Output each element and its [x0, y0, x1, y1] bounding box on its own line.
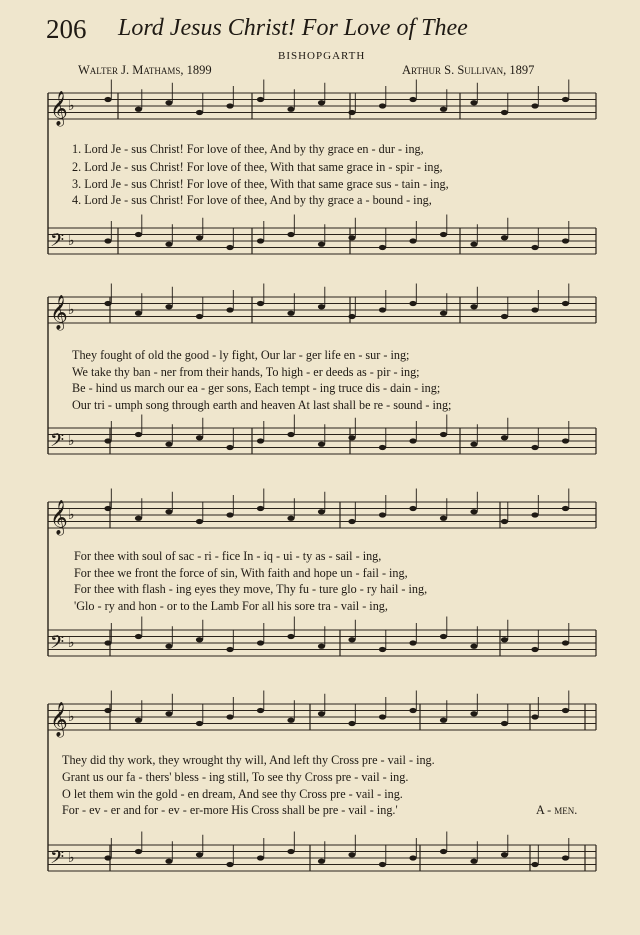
- note-head: [287, 432, 294, 437]
- note-head: [165, 304, 172, 309]
- note-head: [531, 103, 538, 108]
- key-signature-flat-icon: ♭: [68, 98, 75, 114]
- note-head: [257, 708, 264, 713]
- note-head: [135, 849, 142, 854]
- note-head: [196, 519, 203, 524]
- note-head: [104, 855, 111, 860]
- note-head: [409, 301, 416, 306]
- note-head: [257, 438, 264, 443]
- note-head: [257, 640, 264, 645]
- note-head: [135, 516, 142, 521]
- note-head: [226, 245, 233, 250]
- note-head: [531, 862, 538, 867]
- music-composer: Arthur S. Sullivan, 1897: [402, 63, 535, 77]
- note-head: [409, 238, 416, 243]
- note-head: [470, 859, 477, 864]
- note-head: [379, 647, 386, 652]
- treble-clef-icon: 𝄞: [50, 295, 68, 330]
- note-head: [348, 519, 355, 524]
- note-head: [470, 242, 477, 247]
- note-head: [348, 110, 355, 115]
- key-signature-flat-icon: ♭: [68, 709, 75, 725]
- note-head: [470, 304, 477, 309]
- note-head: [318, 100, 325, 105]
- note-head: [318, 442, 325, 447]
- note-head: [470, 711, 477, 716]
- note-head: [409, 97, 416, 102]
- note-head: [531, 714, 538, 719]
- lyric-line: They fought of old the good - ly fight, Our lar - ger life en - sur - ing;: [72, 348, 410, 362]
- note-head: [165, 711, 172, 716]
- note-head: [562, 97, 569, 102]
- note-head: [562, 708, 569, 713]
- note-head: [348, 314, 355, 319]
- lyric-line: O let them win the gold - en dream, And see thy Cross pre - vail - ing.: [62, 787, 403, 801]
- note-head: [104, 238, 111, 243]
- note-head: [318, 711, 325, 716]
- note-head: [531, 445, 538, 450]
- note-head: [104, 97, 111, 102]
- note-head: [226, 103, 233, 108]
- note-head: [531, 307, 538, 312]
- note-head: [257, 238, 264, 243]
- note-head: [440, 311, 447, 316]
- key-signature-flat-icon: ♭: [68, 507, 75, 523]
- note-head: [348, 852, 355, 857]
- lyric-line: For thee we front the force of sin, With faith and hope un - fail - ing,: [74, 566, 408, 580]
- note-head: [257, 97, 264, 102]
- note-head: [531, 647, 538, 652]
- note-head: [196, 721, 203, 726]
- note-head: [196, 435, 203, 440]
- note-head: [226, 307, 233, 312]
- note-head: [501, 519, 508, 524]
- note-head: [196, 314, 203, 319]
- note-head: [135, 432, 142, 437]
- note-head: [104, 640, 111, 645]
- note-head: [379, 445, 386, 450]
- hymn-number: 206: [46, 14, 87, 44]
- lyric-line: Be - hind us march our ea - ger sons, Each tempt - ing truce dis - dain - ing;: [72, 381, 441, 395]
- note-head: [135, 232, 142, 237]
- note-head: [226, 512, 233, 517]
- note-head: [501, 235, 508, 240]
- lyric-line: 3. Lord Je - sus Christ! For love of thee, With that same grace sus - tain - ing,: [72, 177, 449, 191]
- note-head: [562, 301, 569, 306]
- note-head: [318, 859, 325, 864]
- note-head: [562, 438, 569, 443]
- note-head: [104, 438, 111, 443]
- note-head: [257, 301, 264, 306]
- note-head: [440, 232, 447, 237]
- note-head: [135, 718, 142, 723]
- note-head: [196, 852, 203, 857]
- lyric-line: They did thy work, they wrought thy will, And left thy Cross pre - vail - ing.: [62, 753, 435, 767]
- note-head: [379, 103, 386, 108]
- note-head: [165, 859, 172, 864]
- note-head: [440, 432, 447, 437]
- note-head: [226, 647, 233, 652]
- note-head: [440, 516, 447, 521]
- lyric-line: For - ev - er and for - ev - er-more His Cross shall be pre - vail - ing.': [62, 803, 398, 817]
- note-head: [409, 438, 416, 443]
- note-head: [104, 506, 111, 511]
- note-head: [348, 235, 355, 240]
- note-head: [318, 509, 325, 514]
- note-head: [135, 634, 142, 639]
- bass-clef-icon: 𝄢: [50, 632, 65, 658]
- note-head: [257, 506, 264, 511]
- note-head: [562, 640, 569, 645]
- lyric-line: 4. Lord Je - sus Christ! For love of thee, And by thy grace a - bound - ing,: [72, 193, 432, 207]
- note-head: [440, 634, 447, 639]
- note-head: [287, 107, 294, 112]
- note-head: [501, 852, 508, 857]
- note-head: [287, 311, 294, 316]
- lyric-line: For thee with flash - ing eyes they move, Thy fu - ture glo - ry hail - ing,: [74, 582, 428, 596]
- note-head: [379, 714, 386, 719]
- bass-clef-icon: 𝄢: [50, 430, 65, 456]
- text-author: Walter J. Mathams, 1899: [78, 63, 212, 77]
- note-head: [135, 311, 142, 316]
- note-head: [501, 721, 508, 726]
- treble-clef-icon: 𝄞: [50, 500, 68, 535]
- lyric-line: Grant us our fa - thers' bless - ing still, To see thy Cross pre - vail - ing.: [62, 770, 409, 784]
- note-head: [104, 708, 111, 713]
- note-head: [135, 107, 142, 112]
- note-head: [318, 644, 325, 649]
- note-head: [196, 637, 203, 642]
- note-head: [501, 637, 508, 642]
- note-head: [165, 442, 172, 447]
- key-signature-flat-icon: ♭: [68, 233, 75, 249]
- note-head: [196, 110, 203, 115]
- note-head: [104, 301, 111, 306]
- note-head: [501, 314, 508, 319]
- amen-text: A - men.: [536, 803, 578, 817]
- lyric-line: 'Glo - ry and hon - or to the Lamb For all his sore tra - vail - ing,: [74, 599, 388, 613]
- note-head: [348, 721, 355, 726]
- note-head: [379, 307, 386, 312]
- note-head: [440, 849, 447, 854]
- note-head: [318, 304, 325, 309]
- bass-clef-icon: 𝄢: [50, 847, 65, 873]
- bass-clef-icon: 𝄢: [50, 230, 65, 256]
- note-head: [440, 718, 447, 723]
- note-head: [348, 637, 355, 642]
- key-signature-flat-icon: ♭: [68, 850, 75, 866]
- note-head: [470, 644, 477, 649]
- note-head: [287, 849, 294, 854]
- hymn-title: Lord Jesus Christ! For Love of Thee: [118, 15, 468, 41]
- note-head: [287, 718, 294, 723]
- note-head: [501, 110, 508, 115]
- note-head: [501, 435, 508, 440]
- key-signature-flat-icon: ♭: [68, 433, 75, 449]
- note-head: [409, 506, 416, 511]
- note-head: [226, 445, 233, 450]
- treble-clef-icon: 𝄞: [50, 91, 68, 126]
- note-head: [226, 862, 233, 867]
- note-head: [470, 509, 477, 514]
- note-head: [562, 855, 569, 860]
- note-head: [318, 242, 325, 247]
- note-head: [409, 855, 416, 860]
- treble-clef-icon: 𝄞: [50, 702, 68, 737]
- note-head: [165, 509, 172, 514]
- note-head: [165, 644, 172, 649]
- note-head: [196, 235, 203, 240]
- note-head: [562, 506, 569, 511]
- note-head: [379, 245, 386, 250]
- note-head: [257, 855, 264, 860]
- note-head: [379, 862, 386, 867]
- note-head: [287, 634, 294, 639]
- note-head: [409, 708, 416, 713]
- note-head: [348, 435, 355, 440]
- lyric-line: Our tri - umph song through earth and heaven At last shall be re - sound - ing;: [72, 398, 452, 412]
- note-head: [287, 232, 294, 237]
- note-head: [470, 442, 477, 447]
- note-head: [409, 640, 416, 645]
- note-head: [379, 512, 386, 517]
- key-signature-flat-icon: ♭: [68, 635, 75, 651]
- lyric-line: For thee with soul of sac - ri - fice In - iq - ui - ty as - sail - ing,: [74, 549, 382, 563]
- key-signature-flat-icon: ♭: [68, 302, 75, 318]
- lyric-line: We take thy ban - ner from their hands, To high - er deeds as - pir - ing;: [72, 365, 420, 379]
- note-head: [440, 107, 447, 112]
- lyric-line: 1. Lord Je - sus Christ! For love of thee, And by thy grace en - dur - ing,: [72, 142, 424, 156]
- note-head: [287, 516, 294, 521]
- note-head: [470, 100, 477, 105]
- note-head: [226, 714, 233, 719]
- note-head: [562, 238, 569, 243]
- note-head: [165, 242, 172, 247]
- note-head: [531, 245, 538, 250]
- note-head: [531, 512, 538, 517]
- tune-name: BISHOPGARTH: [278, 50, 366, 62]
- note-head: [165, 100, 172, 105]
- lyric-line: 2. Lord Je - sus Christ! For love of thee, With that same grace in - spir - ing,: [72, 160, 443, 174]
